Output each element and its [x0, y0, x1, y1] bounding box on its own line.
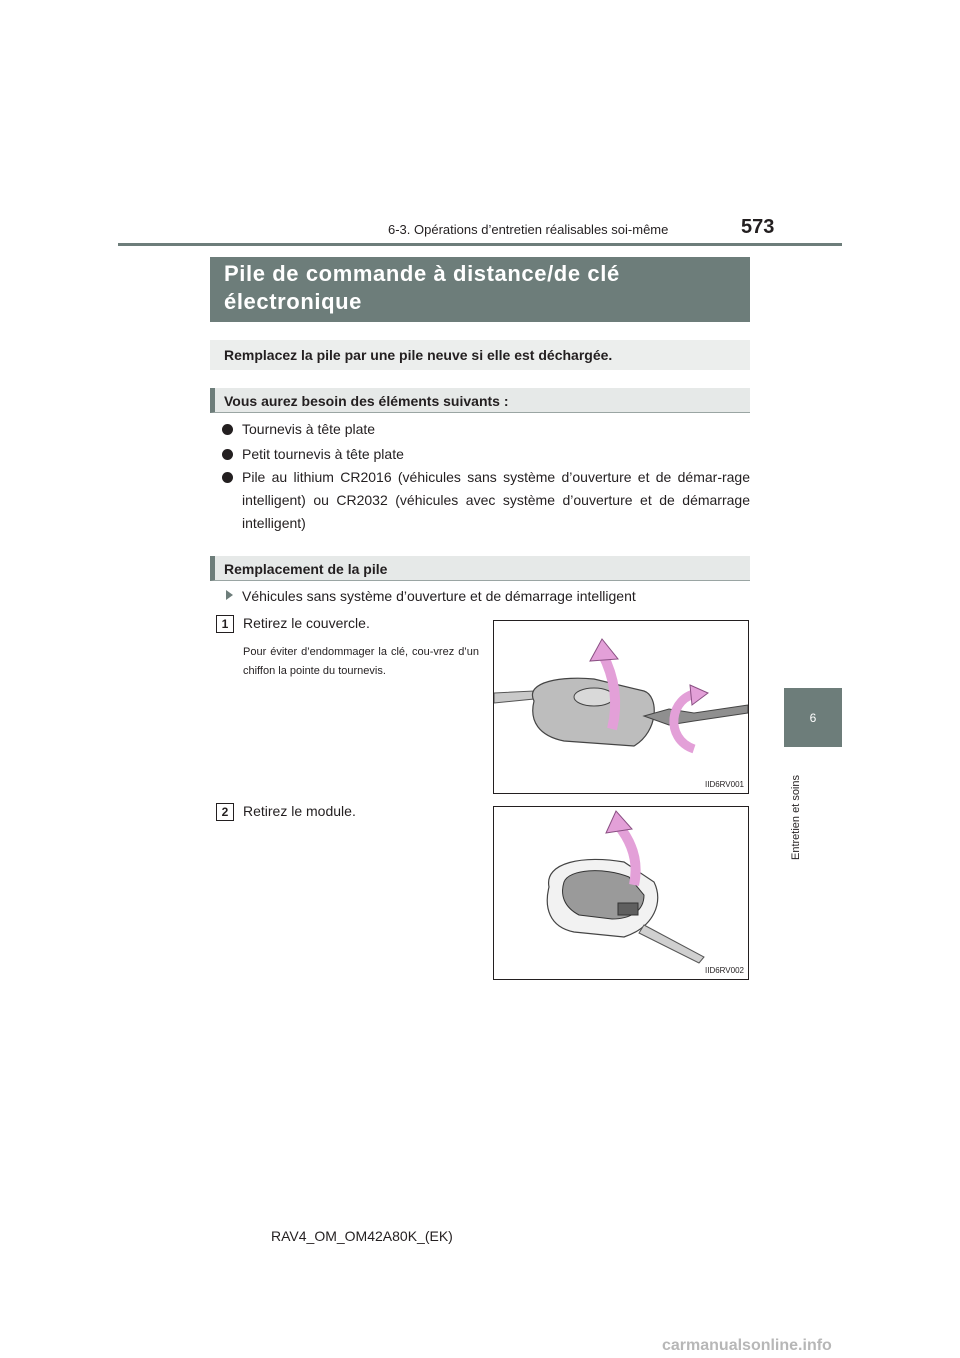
step-text: Retirez le module. [243, 803, 356, 819]
chapter-number: 6 [809, 710, 817, 725]
key-cover-illustration [494, 621, 748, 793]
bullet-icon [222, 424, 233, 435]
title-line-1: Pile de commande à distance/de clé [224, 261, 620, 286]
page-number: 573 [741, 216, 775, 238]
title-line-2: électronique [224, 289, 363, 314]
bullet-icon [222, 472, 233, 483]
section-header: 6-3. Opérations d’entretien réalisables soi-même [388, 222, 669, 237]
chapter-tab [784, 688, 842, 747]
figure-remove-module [493, 806, 749, 980]
intro-box: Remplacez la pile par une pile neuve si elle est déchargée. [210, 340, 750, 370]
chapter-label [790, 752, 804, 862]
figure-remove-cover [493, 620, 749, 794]
step-number: 1 [216, 615, 234, 633]
step-text: Retirez le couvercle. [243, 615, 370, 631]
chapter-label-text: Entretien et soins [790, 775, 802, 860]
list-item-text: Pile au lithium CR2016 (véhicules sans système d’ouverture et de démar-rage intelligent) ou CR2032 (véhicules avec système d’ouverture et de démarrage intelligent) [242, 469, 750, 531]
header-rule [118, 243, 842, 246]
watermark[interactable]: carmanualsonline.info [662, 1337, 832, 1354]
condition-text: Véhicules sans système d’ouverture et de démarrage intelligent [242, 588, 636, 604]
step-number: 2 [216, 803, 234, 821]
page-title [210, 257, 750, 322]
step-note: Pour éviter d’endommager la clé, cou-vrez d’un chiffon la pointe du tournevis. [243, 646, 479, 677]
figure-code: IID6RV001 [705, 780, 744, 789]
list-item-text: Tournevis à tête plate [242, 421, 376, 437]
figure-code: IID6RV002 [705, 966, 744, 975]
condition-item [226, 588, 636, 604]
bullet-icon [222, 449, 233, 460]
list-item-text: Petit tournevis à tête plate [242, 446, 404, 462]
key-module-illustration [494, 807, 748, 979]
needs-heading: Vous aurez besoin des éléments suivants : [210, 388, 750, 413]
replacement-heading: Remplacement de la pile [210, 556, 750, 581]
footer-code: RAV4_OM_OM42A80K_(EK) [271, 1228, 453, 1244]
triangle-right-icon [226, 590, 233, 600]
